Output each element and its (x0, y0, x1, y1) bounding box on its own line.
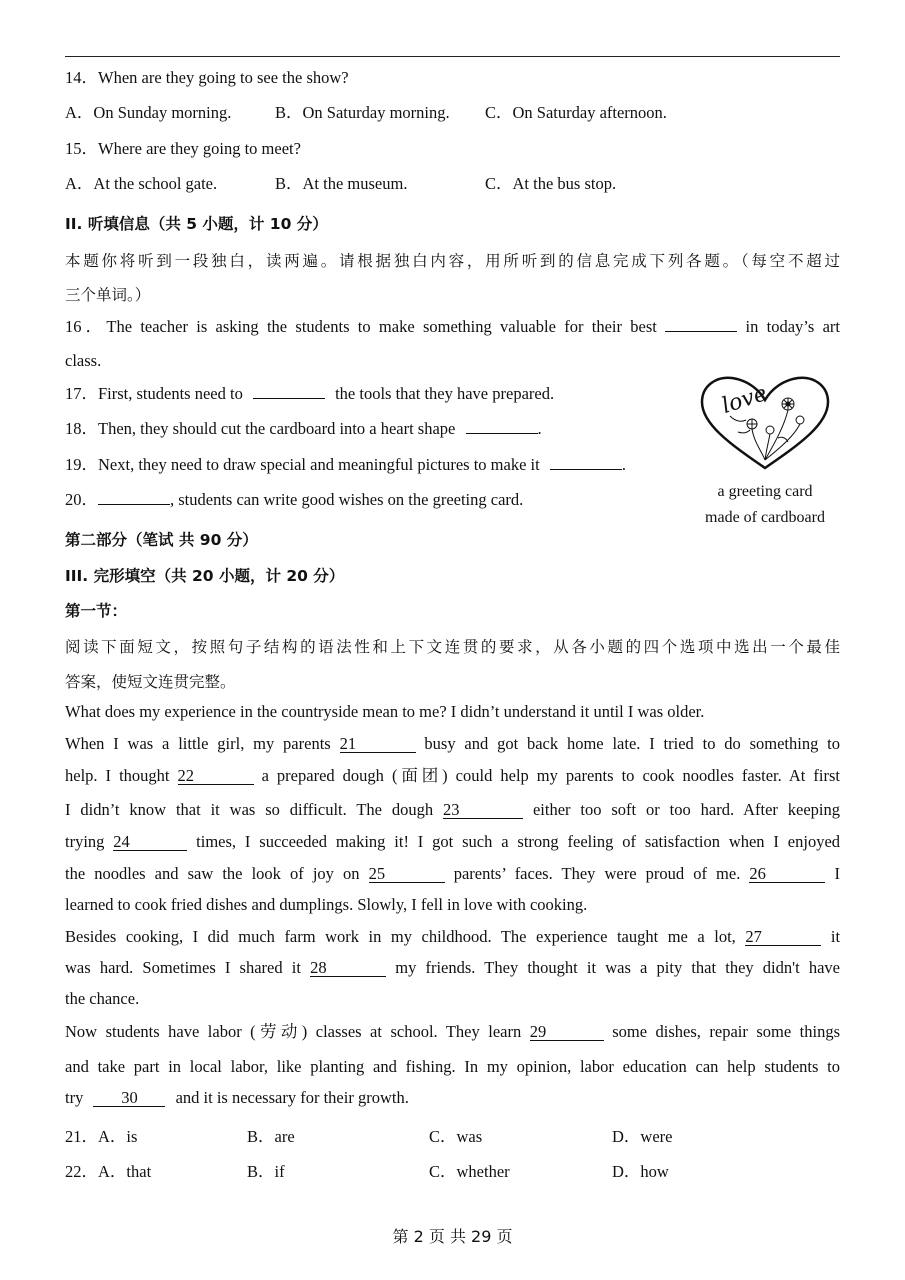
q22-option-a[interactable]: 22．A．that (65, 1162, 152, 1181)
q16-text: 16．The teacher is asking the students to make something valuable for their best (65, 317, 657, 336)
q19-text-end: . (621, 455, 626, 474)
part-2-heading: 第二部分（笔试 共 90 分） (65, 531, 258, 549)
blank-30[interactable]: 30 (93, 1089, 165, 1107)
passage-text: I (834, 864, 841, 883)
q15-stem: 15．Where are they going to meet? (65, 139, 301, 158)
passage-line-2 (65, 734, 840, 754)
passage-line-5 (65, 832, 840, 852)
card-caption-line1: a greeting card (717, 483, 813, 500)
q16 (65, 317, 840, 337)
passage-text: it (830, 927, 841, 946)
blank-21[interactable]: 21 (340, 735, 416, 753)
q21-option-a[interactable]: 21．A．is (65, 1127, 138, 1146)
passage-line-11 (65, 1022, 840, 1042)
q14-option-c: C．On Saturday afternoon. (485, 103, 667, 122)
section-2-instructions-line1: 本题你将听到一段独白，读两遍。请根据独白内容，用所听到的信息完成下列各题。（每空不超过 (65, 252, 840, 270)
cloze-instructions-line2: 答案，使短文连贯完整。 (65, 673, 236, 691)
page-footer: 第 2 页 共 29 页 (392, 1227, 513, 1246)
passage-line-13 (65, 1088, 409, 1108)
q18 (65, 419, 542, 439)
passage-text: try (65, 1088, 84, 1107)
q22-option-b[interactable]: B．if (247, 1162, 285, 1181)
passage-text: was hard. Sometimes I shared it (65, 958, 301, 977)
header-rule (65, 56, 840, 57)
heart-card-icon (690, 372, 840, 472)
blank-22[interactable]: 22 (178, 767, 254, 785)
passage-line-7: learned to cook fried dishes and dumplings. Slowly, I fell in love with cooking. (65, 895, 588, 914)
q14-option-b: B．On Saturday morning. (275, 103, 450, 122)
passage-text: trying (65, 832, 105, 851)
blank-26[interactable]: 26 (749, 865, 825, 883)
q17 (65, 384, 554, 404)
passage-text: help. I thought (65, 766, 170, 785)
q15-option-c: C．At the bus stop. (485, 174, 617, 193)
blank-25[interactable]: 25 (369, 865, 445, 883)
passage-line-8 (65, 927, 840, 947)
blank-28[interactable]: 28 (310, 959, 386, 977)
q17-text: 17．First, students need to (65, 384, 243, 403)
passage-text: my friends. They thought it was a pity that they didn't have (395, 958, 840, 977)
card-caption-line2: made of cardboard (705, 509, 825, 526)
passage-text: and it is necessary for their growth. (175, 1088, 409, 1107)
passage-line-12: and take part in local labor, like planting and fishing. In my opinion, labor education can help students to (65, 1057, 840, 1076)
q21-option-b[interactable]: B．are (247, 1127, 295, 1146)
passage-text: I didn’t know that it was so difficult. The dough (65, 800, 434, 819)
q20-text: 20． (65, 490, 98, 509)
section-2-instructions-line2: 三个单词。） (65, 286, 151, 304)
q17-text-end: the tools that they have prepared. (335, 384, 555, 403)
q16-answer-blank[interactable] (665, 331, 737, 332)
section-1-label: 第一节： (65, 602, 128, 620)
blank-24[interactable]: 24 (113, 833, 187, 851)
q16-text-end: in today’s art (745, 317, 841, 336)
blank-29[interactable]: 29 (530, 1023, 604, 1041)
q20-text-end: , students can write good wishes on the greeting card. (170, 490, 524, 509)
passage-text: times, I succeeded making it! I got such a strong feeling of satisfaction when I enjoyed (196, 832, 841, 851)
cloze-instructions-line1: 阅读下面短文，按照句子结构的语法性和上下文连贯的要求，从各小题的四个选项中选出一个最佳 (65, 638, 840, 656)
q14-stem: 14．When are they going to see the show? (65, 68, 349, 87)
q14-option-a: A．On Sunday morning. (65, 103, 232, 122)
passage-text: a prepared dough (面团) could help my parents to cook noodles faster. At first (261, 766, 840, 785)
q21-option-d[interactable]: D．were (612, 1127, 673, 1146)
passage-line-4 (65, 800, 840, 820)
passage-line-6 (65, 864, 840, 884)
passage-line-3 (65, 766, 840, 786)
q18-text-end: . (537, 419, 542, 438)
card-love-text: love (718, 381, 771, 419)
passage-text: some dishes, repair some things (612, 1022, 841, 1041)
greeting-card-illustration (690, 372, 840, 531)
passage-line-1: What does my experience in the countryside mean to me? I didn’t understand it until I was older. (65, 702, 705, 721)
q21-option-c[interactable]: C．was (429, 1127, 483, 1146)
passage-text: the noodles and saw the look of joy on (65, 864, 360, 883)
blank-27[interactable]: 27 (745, 928, 821, 946)
passage-text: Now students have labor (劳动) classes at school. They learn (65, 1022, 522, 1041)
q20-answer-blank[interactable] (98, 504, 170, 505)
q16-continued: class. (65, 351, 102, 370)
q15-option-a: A．At the school gate. (65, 174, 218, 193)
q19-answer-blank[interactable] (550, 469, 622, 470)
q17-answer-blank[interactable] (253, 398, 325, 399)
blank-23[interactable]: 23 (443, 801, 523, 819)
q22-option-c[interactable]: C．whether (429, 1162, 510, 1181)
passage-text: busy and got back home late. I tried to do something to (424, 734, 841, 753)
passage-line-10: the chance. (65, 989, 140, 1008)
card-caption (690, 479, 840, 531)
passage-line-9 (65, 958, 840, 978)
q20 (65, 490, 523, 510)
passage-text: Besides cooking, I did much farm work in my childhood. The experience taught me a lot, (65, 927, 736, 946)
passage-text: parents’ faces. They were proud of me. (453, 864, 741, 883)
q18-text: 18．Then, they should cut the cardboard into a heart shape (65, 419, 456, 438)
section-3-heading: III. 完形填空（共 20 小题，计 20 分） (65, 567, 345, 585)
q18-answer-blank[interactable] (466, 433, 538, 434)
q19-text: 19．Next, they need to draw special and meaningful pictures to make it (65, 455, 540, 474)
q22-option-d[interactable]: D．how (612, 1162, 669, 1181)
section-2-heading: II. 听填信息（共 5 小题，计 10 分） (65, 215, 328, 233)
passage-text: either too soft or too hard. After keeping (532, 800, 841, 819)
passage-text: When I was a little girl, my parents (65, 734, 331, 753)
q19 (65, 455, 626, 475)
q15-option-b: B．At the museum. (275, 174, 408, 193)
